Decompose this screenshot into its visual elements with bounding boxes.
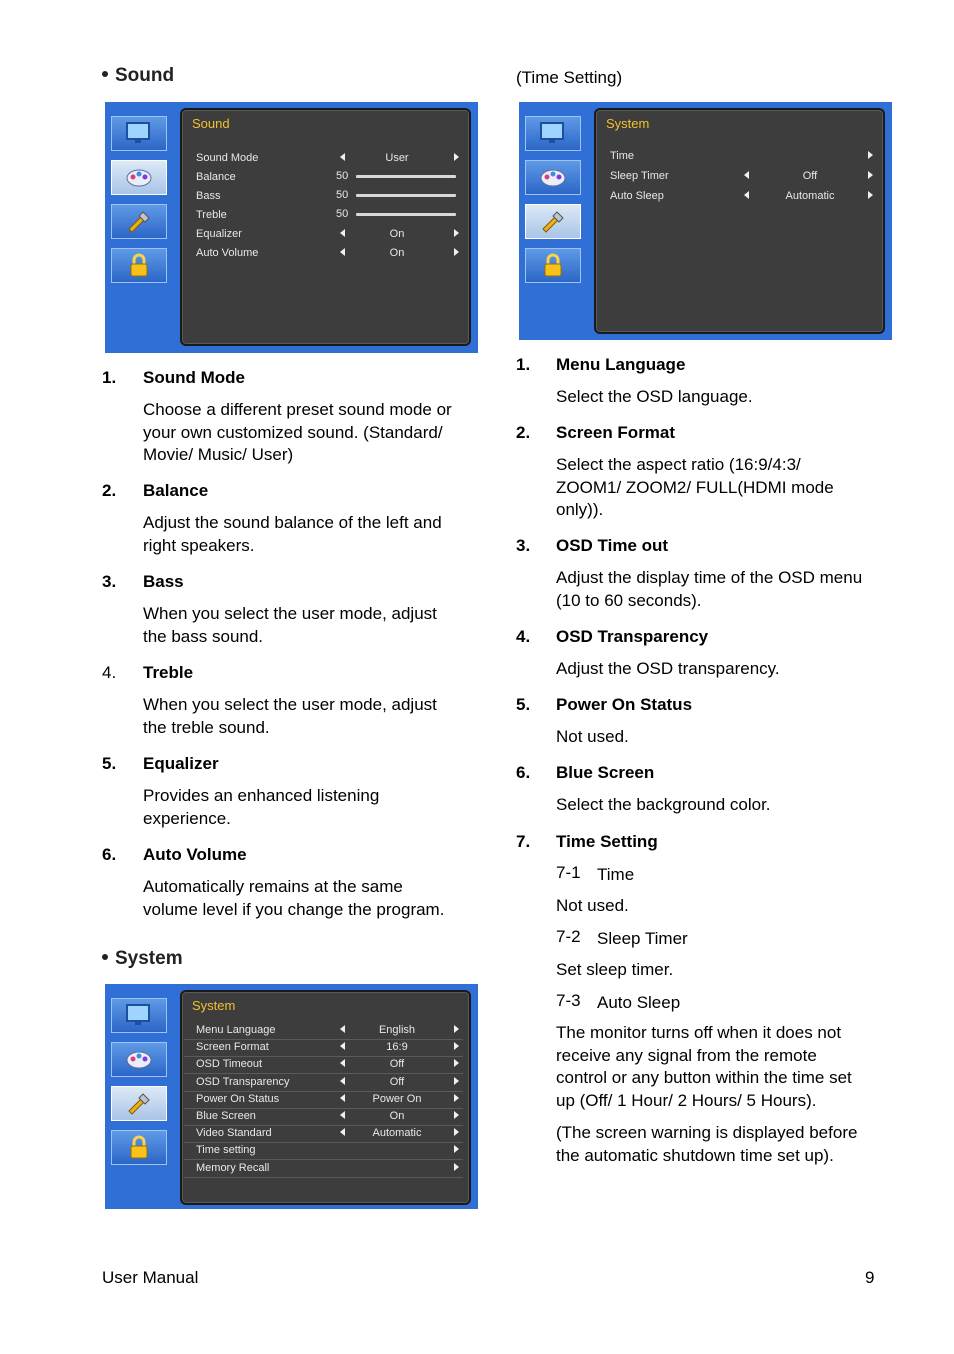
arrow-left-icon[interactable]: [340, 248, 345, 256]
osd-panel-title: Sound: [192, 116, 230, 131]
item-number: 1.: [102, 368, 117, 387]
item-heading: Balance: [143, 481, 209, 500]
osd-system-screenshot: [105, 984, 478, 1209]
item-heading: Bass: [143, 572, 184, 591]
osd-row-value: English: [378, 1024, 416, 1036]
arrow-left-icon[interactable]: [340, 1094, 345, 1102]
arrow-right-icon[interactable]: [868, 171, 873, 179]
osd-row-value: Off: [389, 1075, 405, 1088]
osd-row-value: 50: [336, 189, 349, 201]
item-heading: Auto Volume: [143, 845, 247, 864]
osd-row-label: Sleep Timer: [610, 170, 669, 182]
item-body-line: Movie/ Music/ User): [143, 445, 294, 464]
osd-tab-monitor[interactable]: [525, 116, 581, 151]
item-number: 6.: [516, 763, 531, 782]
item-heading: Time Setting: [556, 832, 658, 851]
osd-row-value: Power On: [372, 1092, 422, 1105]
osd-row-label: Blue Screen: [196, 1110, 256, 1122]
osd-panel-title: System: [192, 998, 236, 1013]
time-setting-caption: (Time Setting): [516, 68, 623, 87]
arrow-left-icon[interactable]: [340, 1077, 345, 1085]
item-body-line: experience.: [143, 808, 231, 828]
arrow-right-icon[interactable]: [454, 1111, 459, 1119]
osd-row[interactable]: [184, 1142, 463, 1160]
item-number: 4.: [516, 627, 531, 646]
arrow-left-icon[interactable]: [340, 1042, 345, 1050]
osd-row[interactable]: [184, 150, 463, 167]
item-heading: Treble: [143, 663, 194, 682]
item-body-line: When you select the user mode, adjust: [143, 604, 437, 623]
item-number: 3.: [516, 536, 531, 555]
osd-row[interactable]: [598, 168, 877, 185]
osd-row-label: Treble: [196, 209, 227, 221]
osd-tab-color-palette[interactable]: [111, 160, 167, 195]
item-heading: Sound Mode: [143, 368, 245, 387]
osd-tab-color-palette[interactable]: [525, 160, 581, 195]
osd-row-value: Off: [802, 170, 818, 182]
arrow-left-icon[interactable]: [340, 153, 345, 161]
osd-row[interactable]: [184, 169, 463, 186]
arrow-right-icon[interactable]: [454, 1059, 459, 1067]
osd-panel: [594, 108, 885, 334]
arrow-right-icon[interactable]: [868, 191, 873, 199]
osd-row[interactable]: [184, 1074, 463, 1092]
item-number: 1.: [516, 355, 531, 374]
arrow-left-icon[interactable]: [340, 1025, 345, 1033]
arrow-right-icon[interactable]: [454, 1145, 459, 1153]
osd-menu-icons: [111, 998, 169, 1174]
osd-row-value: Automatic: [372, 1127, 422, 1140]
item-body-line: ZOOM1/ ZOOM2/ FULL(HDMI mode: [556, 477, 834, 497]
arrow-right-icon[interactable]: [454, 1094, 459, 1102]
osd-tab-tools[interactable]: [525, 204, 581, 239]
item-body-line: volume level if you change the program.: [143, 899, 445, 919]
osd-tab-monitor[interactable]: [111, 998, 167, 1033]
osd-row[interactable]: [598, 148, 877, 165]
osd-row[interactable]: [184, 1022, 463, 1040]
item-body-line: When you select the user mode, adjust: [143, 695, 437, 714]
item-body-line: your own customized sound. (Standard/: [143, 422, 443, 442]
item-body-line: the bass sound.: [143, 626, 264, 646]
osd-row-label: Menu Language: [196, 1024, 276, 1036]
item-heading: Equalizer: [143, 754, 219, 773]
osd-row-value: On: [389, 1110, 405, 1122]
item-body-line: receive any signal from the remote: [556, 1045, 817, 1065]
item-heading: Auto Sleep: [597, 993, 681, 1012]
osd-row-value: Off: [389, 1058, 405, 1071]
osd-row-label: Auto Sleep: [610, 190, 664, 202]
osd-row-value: 50: [336, 208, 349, 220]
osd-row[interactable]: [184, 1125, 463, 1143]
osd-row-label: OSD Transparency: [196, 1075, 290, 1088]
item-body-line: Adjust the display time of the OSD menu: [556, 568, 863, 587]
arrow-left-icon[interactable]: [340, 229, 345, 237]
page-number: 9: [865, 1268, 875, 1287]
osd-slider-bar[interactable]: [356, 194, 456, 197]
osd-menu-icons: [525, 116, 583, 292]
item-body-line: Select the aspect ratio (16:9/4:3/: [556, 455, 801, 474]
osd-panel-title: System: [606, 116, 650, 131]
item-number: 5.: [516, 695, 531, 714]
osd-tab-lock[interactable]: [525, 248, 581, 283]
item-body-line: Set sleep timer.: [556, 960, 674, 979]
item-heading: Sleep Timer: [597, 929, 688, 948]
osd-row-value: User: [385, 152, 409, 164]
osd-row[interactable]: [184, 1160, 463, 1178]
osd-row-label: Sound Mode: [196, 152, 259, 164]
osd-row[interactable]: [184, 1039, 463, 1057]
osd-menu-icons: [111, 116, 169, 292]
osd-row-label: Time setting: [196, 1144, 256, 1157]
arrow-left-icon[interactable]: [744, 171, 749, 179]
osd-row-value: 16:9: [386, 1041, 408, 1054]
item-body-line: Automatically remains at the same: [143, 877, 403, 896]
item-number: 7-1: [556, 863, 581, 882]
osd-row-label: Bass: [196, 190, 221, 202]
item-number: 2.: [516, 423, 531, 442]
item-body-line: (10 to 60 seconds).: [556, 590, 702, 610]
osd-row[interactable]: [184, 1091, 463, 1109]
osd-row-label: OSD Timeout: [196, 1058, 263, 1071]
osd-panel: [180, 108, 471, 346]
osd-row[interactable]: [184, 207, 463, 224]
item-body-line: only)).: [556, 500, 604, 519]
osd-row-value: On: [389, 228, 405, 240]
arrow-right-icon[interactable]: [454, 1128, 459, 1136]
item-number: 5.: [102, 754, 117, 773]
item-body-line: The monitor turns off when it does not: [556, 1023, 842, 1042]
item-heading: Screen Format: [556, 423, 676, 442]
item-number: 2.: [102, 481, 117, 500]
osd-row[interactable]: [598, 188, 877, 205]
osd-row-value: 50: [336, 170, 349, 182]
arrow-right-icon[interactable]: [454, 153, 459, 161]
osd-row[interactable]: [184, 1108, 463, 1126]
arrow-right-icon[interactable]: [454, 229, 459, 237]
note-line: (The screen warning is displayed before: [556, 1123, 858, 1142]
item-number: 7-2: [556, 927, 581, 946]
item-body-line: Not used.: [556, 727, 629, 746]
item-body-line: Select the background color.: [556, 795, 771, 814]
item-heading: Menu Language: [556, 355, 686, 374]
osd-tab-lock[interactable]: [111, 1130, 167, 1165]
item-heading: Power On Status: [556, 695, 693, 714]
arrow-right-icon[interactable]: [454, 248, 459, 256]
osd-slider-bar[interactable]: [356, 213, 456, 216]
item-number: 7-3: [556, 991, 581, 1010]
osd-row-label: Equalizer: [196, 228, 242, 240]
osd-row-label: Video Standard: [196, 1127, 272, 1140]
osd-tab-tools[interactable]: [111, 1086, 167, 1121]
item-body-line: Adjust the OSD transparency.: [556, 659, 780, 678]
osd-row-value: Automatic: [785, 190, 835, 202]
arrow-right-icon[interactable]: [868, 151, 873, 159]
osd-row-label: Power On Status: [196, 1092, 280, 1105]
item-number: 3.: [102, 572, 117, 591]
item-body-line: the treble sound.: [143, 717, 270, 737]
item-body-line: Not used.: [556, 896, 629, 915]
osd-row-label: Screen Format: [196, 1041, 269, 1054]
arrow-right-icon[interactable]: [454, 1077, 459, 1085]
item-heading: OSD Time out: [556, 536, 669, 555]
osd-row[interactable]: [184, 1056, 463, 1074]
bullet-icon: [102, 71, 108, 77]
osd-tab-color-palette[interactable]: [111, 1042, 167, 1077]
osd-tab-tools[interactable]: [111, 204, 167, 239]
system-section-title: System: [102, 948, 183, 970]
item-number: 6.: [102, 845, 117, 864]
arrow-right-icon[interactable]: [454, 1163, 459, 1171]
arrow-right-icon[interactable]: [454, 1025, 459, 1033]
item-heading: Blue Screen: [556, 763, 655, 782]
item-body-line: Adjust the sound balance of the left and: [143, 513, 442, 532]
osd-sound-screenshot: [105, 102, 478, 353]
osd-row-label: Balance: [196, 171, 236, 183]
item-body-line: Provides an enhanced listening: [143, 786, 380, 805]
item-body-line: right speakers.: [143, 535, 255, 555]
item-number: 4.: [102, 663, 117, 682]
sound-section-title: Sound: [102, 65, 174, 87]
osd-row[interactable]: [184, 226, 463, 243]
osd-tab-monitor[interactable]: [111, 116, 167, 151]
osd-row-label: Time: [610, 150, 635, 162]
item-body-line: Select the OSD language.: [556, 387, 753, 406]
osd-panel: [180, 990, 471, 1205]
arrow-left-icon[interactable]: [340, 1128, 345, 1136]
item-heading: OSD Transparency: [556, 627, 709, 646]
osd-row[interactable]: [184, 188, 463, 205]
arrow-left-icon[interactable]: [340, 1059, 345, 1067]
osd-row[interactable]: [184, 245, 463, 262]
item-number: 7.: [516, 832, 531, 851]
osd-row-value: On: [389, 247, 405, 259]
osd-slider-bar[interactable]: [356, 175, 456, 178]
osd-row-label: Auto Volume: [196, 247, 259, 259]
item-body-line: Choose a different preset sound mode or: [143, 400, 452, 419]
note-line: the automatic shutdown time set up).: [556, 1145, 834, 1165]
arrow-right-icon[interactable]: [454, 1042, 459, 1050]
osd-row-label: Memory Recall: [196, 1161, 270, 1174]
footer-title: User Manual: [102, 1268, 199, 1287]
item-heading: Time: [597, 865, 635, 884]
item-body-line: control or any button within the time set: [556, 1068, 852, 1087]
osd-time-setting-screenshot: [519, 102, 892, 340]
arrow-left-icon[interactable]: [340, 1111, 345, 1119]
item-body-line: up (Off/ 1 Hour/ 2 Hours/ 5 Hours).: [556, 1090, 817, 1110]
osd-tab-lock[interactable]: [111, 248, 167, 283]
arrow-left-icon[interactable]: [744, 191, 749, 199]
bullet-icon: [102, 954, 108, 960]
